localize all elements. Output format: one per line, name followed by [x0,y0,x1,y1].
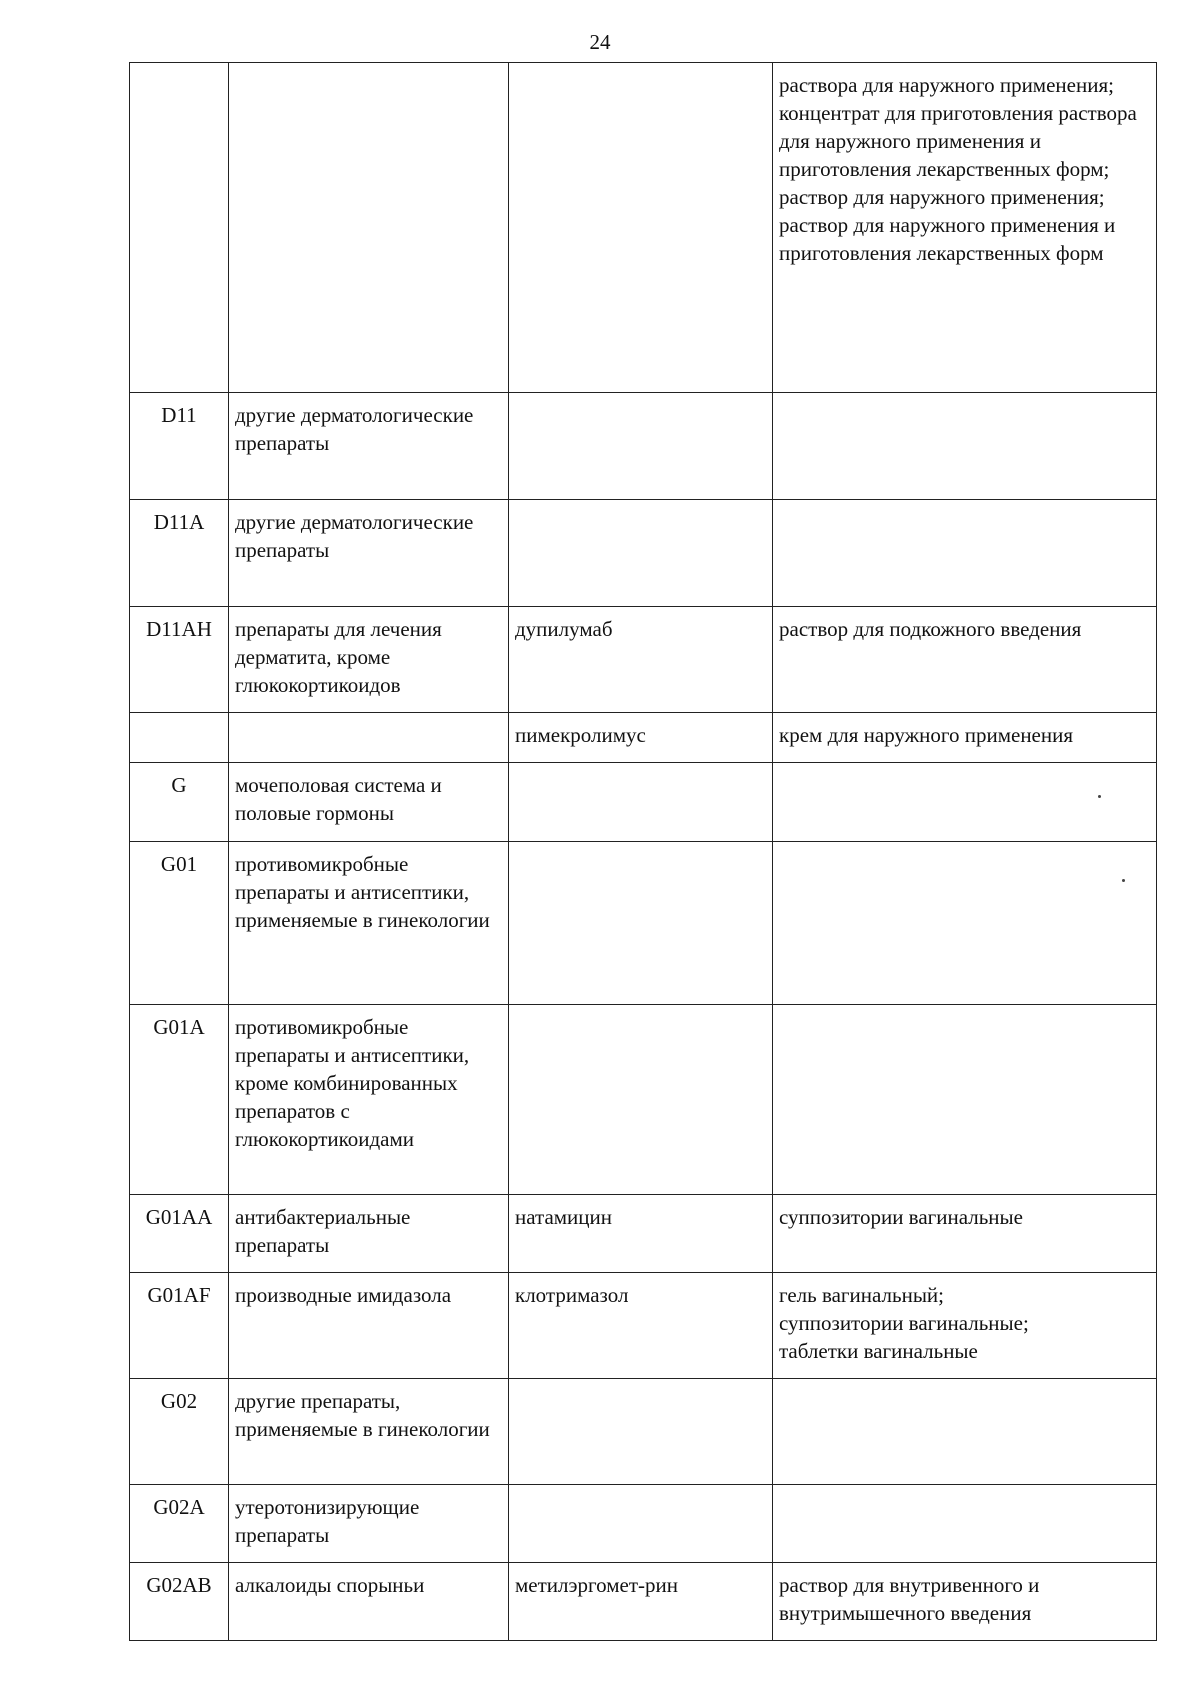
dosage-forms [773,500,1157,607]
group-name: утеротонизирующие препараты [229,1485,509,1563]
dosage-forms [773,842,1157,1005]
atc-code: G01A [130,1005,229,1195]
dosage-form-line: раствор для наружного применения и приготовления лекарственных форм [779,213,1116,265]
table-row [130,1485,1157,1563]
dosage-form-line: суппозитории вагинальные [779,1205,1023,1229]
drug-classification-table [129,62,1157,1641]
group-name: препараты для лечения дерматита, кроме глюкокортикоидов [229,607,509,713]
table-row [130,1195,1157,1273]
dosage-forms [773,763,1157,842]
group-name: другие дерматологические препараты [229,393,509,500]
dosage-forms [773,1379,1157,1485]
dosage-form-line: концентрат для приготовления раствора для наружного применения и приготовления лекарственных форм; [779,101,1137,181]
dosage-form-line: раствора для наружного применения; [779,73,1114,97]
dosage-forms [773,1195,1157,1273]
atc-code: D11AH [130,607,229,713]
drug-name: натамицин [509,1195,773,1273]
group-name: другие препараты, применяемые в гинекологии [229,1379,509,1485]
group-name: алкалоиды спорыньи [229,1563,509,1641]
atc-code [130,713,229,763]
dosage-forms [773,393,1157,500]
atc-code: D11A [130,500,229,607]
drug-name [509,393,773,500]
dosage-form-line: суппозитории вагинальные; [779,1311,1029,1335]
drug-name [509,763,773,842]
dosage-form-line: раствор для подкожного введения [779,617,1082,641]
group-name: противомикробные препараты и антисептики, применяемые в гинекологии [229,842,509,1005]
dosage-forms [773,1485,1157,1563]
drug-name: метилэргомет-рин [509,1563,773,1641]
drug-name [509,1005,773,1195]
atc-code: G01 [130,842,229,1005]
atc-code: G02 [130,1379,229,1485]
drug-name: пимекролимус [509,713,773,763]
dosage-forms [773,713,1157,763]
dosage-forms [773,607,1157,713]
atc-code [130,63,229,393]
drug-name [509,63,773,393]
group-name: мочеполовая система и половые гормоны [229,763,509,842]
drug-name [509,1485,773,1563]
table-row [130,713,1157,763]
atc-code: G01AF [130,1273,229,1379]
table-row [130,1005,1157,1195]
drug-name: дупилумаб [509,607,773,713]
dosage-form-line: таблетки вагинальные [779,1339,978,1363]
group-name: противомикробные препараты и антисептики, кроме комбинированных препаратов с глюкокортикоидами [229,1005,509,1195]
dosage-form-line: раствор для наружного применения; [779,185,1105,209]
atc-code: G01AA [130,1195,229,1273]
table-row [130,1379,1157,1485]
drug-name [509,842,773,1005]
table-row [130,607,1157,713]
atc-code: G [130,763,229,842]
page-number: 24 [589,30,611,54]
group-name [229,63,509,393]
atc-code: G02AB [130,1563,229,1641]
dosage-forms [773,63,1157,393]
dosage-form-line: крем для наружного применения [779,723,1074,747]
dosage-forms [773,1563,1157,1641]
scan-speck [1122,879,1125,882]
table-row [130,763,1157,842]
drug-name: клотримазол [509,1273,773,1379]
table-row [130,63,1157,393]
dosage-form-line: раствор для внутривенного и внутримышечного введения [779,1573,1040,1625]
group-name: другие дерматологические препараты [229,500,509,607]
group-name: антибактериальные препараты [229,1195,509,1273]
dosage-forms [773,1005,1157,1195]
group-name [229,713,509,763]
drug-name [509,500,773,607]
atc-code: G02A [130,1485,229,1563]
table-row [130,500,1157,607]
table-row [130,1563,1157,1641]
scan-speck [1098,795,1101,798]
table-row [130,393,1157,500]
group-name: производные имидазола [229,1273,509,1379]
table-row [130,1273,1157,1379]
atc-code: D11 [130,393,229,500]
dosage-form-line: гель вагинальный; [779,1283,944,1307]
dosage-forms [773,1273,1157,1379]
drug-name [509,1379,773,1485]
table-row [130,842,1157,1005]
